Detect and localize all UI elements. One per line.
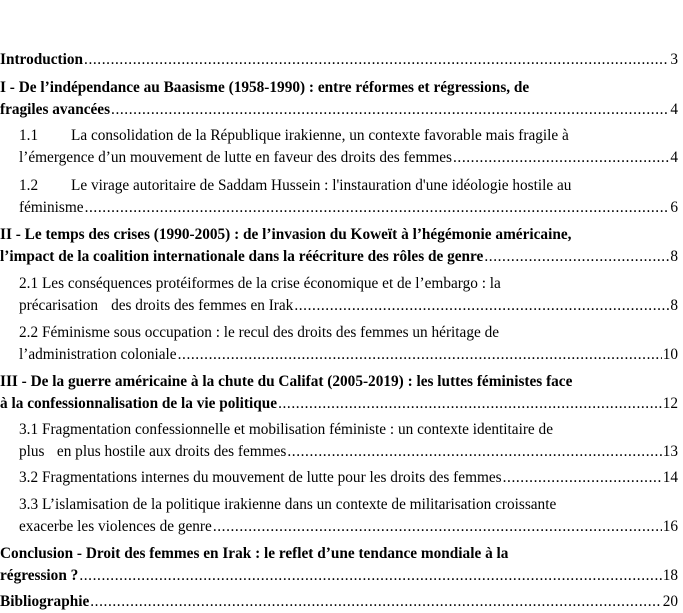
page-number: 12 xyxy=(662,395,678,412)
toc-entry-part2-line1[interactable] xyxy=(0,224,683,246)
toc-entry-3-3-line1[interactable] xyxy=(19,494,683,516)
page-number: 20 xyxy=(662,593,678,610)
toc-entry-1-1-line2[interactable] xyxy=(19,147,678,169)
toc-entry-title: en plus hostile aux droits des femmes xyxy=(56,443,287,460)
toc-entry-1-2-line1[interactable] xyxy=(19,175,683,197)
dot-leader xyxy=(287,441,661,463)
toc-entry-3-2[interactable] xyxy=(19,467,678,489)
dot-leader xyxy=(85,197,670,219)
toc-entry-title: fragiles avancées xyxy=(0,101,111,118)
page-number: 8 xyxy=(670,297,678,314)
toc-entry-2-1-line1[interactable] xyxy=(19,273,683,295)
toc-entry-title: 2.2 Féminisme sous occupation : le recul des droits des femmes un héritage de xyxy=(19,324,500,341)
dot-leader xyxy=(294,295,669,317)
toc-entry-2-2-line1[interactable] xyxy=(19,322,683,344)
page-number: 8 xyxy=(670,248,678,265)
toc-entry-title: précarisation xyxy=(19,297,98,314)
toc-entry-title: 3.1 Fragmentation confessionnelle et mobilisation féministe : un contexte identitaire de xyxy=(19,421,553,438)
toc-entry-part1-line1[interactable] xyxy=(0,77,683,99)
toc-entry-title: des droits des femmes en Irak xyxy=(111,297,294,314)
toc-entry-part2-line2[interactable] xyxy=(0,246,678,268)
toc-entry-3-1-line2[interactable] xyxy=(19,441,678,463)
toc-entry-title: 3.3 L’islamisation de la politique irakienne dans un contexte de militarisation croissante xyxy=(19,496,557,513)
toc-entry-part3-line2[interactable] xyxy=(0,393,678,415)
page-number: 4 xyxy=(670,149,678,166)
toc-entry-bibliography[interactable] xyxy=(0,591,678,613)
dot-leader xyxy=(213,516,662,538)
page-number: 4 xyxy=(670,101,678,118)
dot-leader xyxy=(178,344,662,366)
page-number: 18 xyxy=(662,567,678,584)
toc-entry-title: I - De l’indépendance au Baasisme (1958-1990) : entre réformes et régressions, de xyxy=(0,79,530,96)
toc-entry-conclusion-line1[interactable] xyxy=(0,543,683,565)
toc-entry-title: 2.1 Les conséquences protéiformes de la crise économique et de l’embargo : la xyxy=(19,275,501,292)
toc-entry-part3-line1[interactable] xyxy=(0,371,683,393)
toc-entry-title: exacerbe les violences de genre xyxy=(19,518,212,535)
toc-entry-title: La consolidation de la République irakienne, un contexte favorable mais fragile à xyxy=(71,127,569,144)
toc-entry-3-1-line1[interactable] xyxy=(19,419,683,441)
dot-leader xyxy=(484,246,669,268)
dot-leader xyxy=(453,147,669,169)
toc-entry-title: Bibliographie xyxy=(0,593,90,610)
toc-entry-title: III - De la guerre américaine à la chute du Califat (2005-2019) : les luttes féministes face xyxy=(0,373,573,390)
toc-entry-title: l’impact de la coalition internationale dans la réécriture des rôles de genre xyxy=(0,248,484,265)
page-number: 14 xyxy=(662,469,678,486)
toc-entry-title: 3.2 Fragmentations internes du mouvement de lutte pour les droits des femmes xyxy=(19,469,502,486)
toc-entry-title: régression ? xyxy=(0,567,79,584)
dot-leader xyxy=(111,99,669,121)
toc-entry-1-1-line1[interactable] xyxy=(19,125,683,147)
dot-leader xyxy=(90,591,661,613)
toc-entry-conclusion-line2[interactable] xyxy=(0,565,678,587)
toc-entry-title: l’administration coloniale xyxy=(19,346,177,363)
toc-entry-title: plus xyxy=(19,443,45,460)
dot-leader xyxy=(84,49,669,71)
dot-leader xyxy=(503,467,662,489)
toc-entry-title: Introduction xyxy=(0,51,84,68)
section-number: 1.2 xyxy=(19,177,39,194)
toc-entry-2-2-line2[interactable] xyxy=(19,344,678,366)
dot-leader xyxy=(278,393,662,415)
toc-entry-1-2-line2[interactable] xyxy=(19,197,678,219)
page-number: 16 xyxy=(662,518,678,535)
page-number: 6 xyxy=(670,199,678,216)
toc-entry-2-1-line2[interactable] xyxy=(19,295,678,317)
toc-entry-introduction[interactable] xyxy=(0,49,678,71)
toc-entry-title: à la confessionnalisation de la vie politique xyxy=(0,395,278,412)
toc-entry-title: Le virage autoritaire de Saddam Hussein : l'instauration d'une idéologie hostile au xyxy=(71,177,572,194)
toc-entry-title: Conclusion - Droit des femmes en Irak : le reflet d’une tendance mondiale à la xyxy=(0,545,509,562)
toc-entry-3-3-line2[interactable] xyxy=(19,516,678,538)
dot-leader xyxy=(79,565,661,587)
toc-entry-title: féminisme xyxy=(19,199,84,216)
section-number: 1.1 xyxy=(19,127,39,144)
toc-entry-title: II - Le temps des crises (1990-2005) : de l’invasion du Koweït à l’hégémonie américaine, xyxy=(0,226,572,243)
toc-entry-title: l’émergence d’un mouvement de lutte en faveur des droits des femmes xyxy=(19,149,452,166)
page-number: 13 xyxy=(662,443,678,460)
page-number: 3 xyxy=(670,51,678,68)
toc-entry-part1-line2[interactable] xyxy=(0,99,678,121)
page-number: 10 xyxy=(662,346,678,363)
